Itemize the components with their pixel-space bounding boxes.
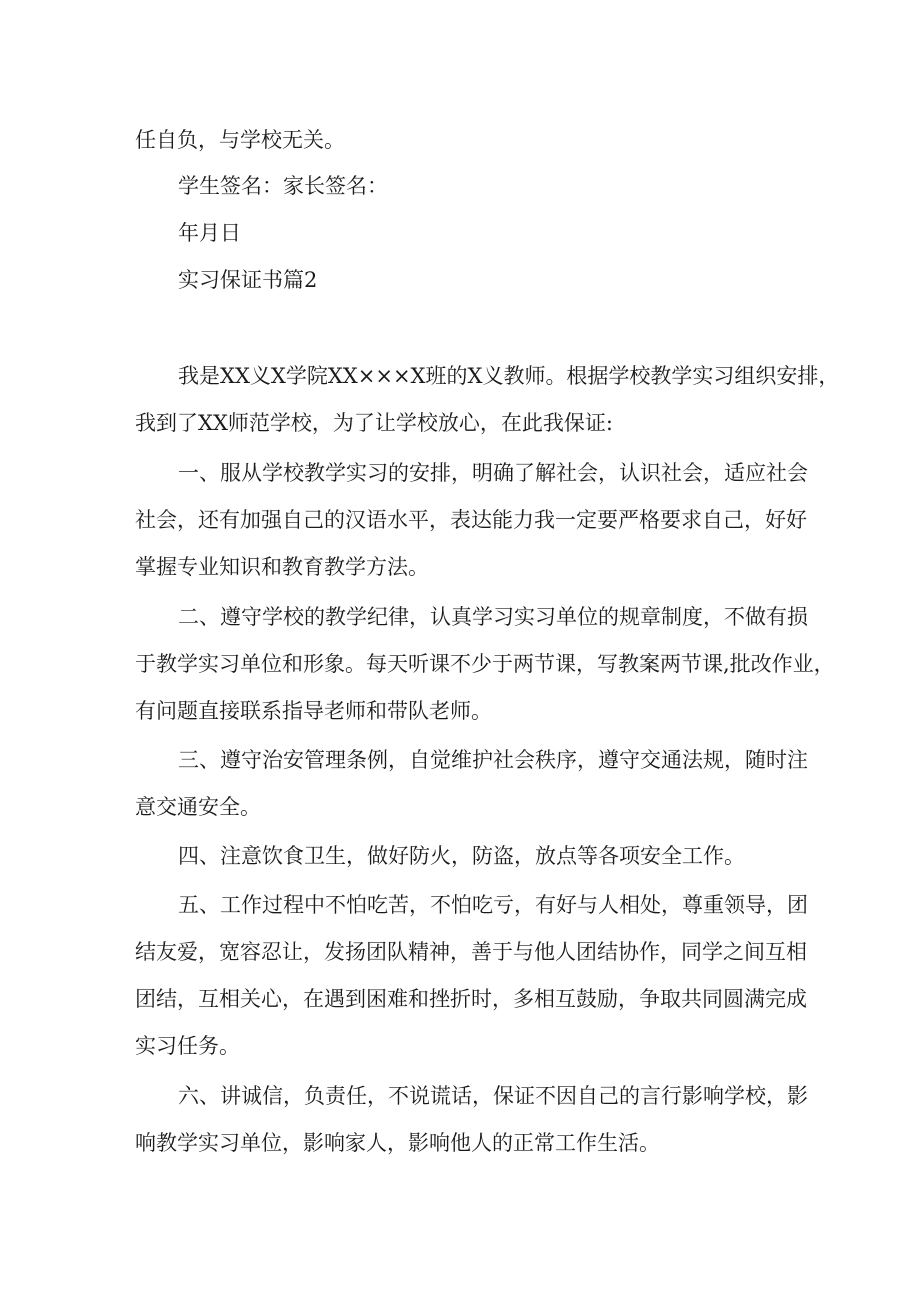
intro-line-1: 我是XX义X学院XX×××X班的X义教师。根据学校教学实习组织安排，: [178, 364, 840, 388]
item-5-line-3: 团结，互相关心，在遇到困难和挫折时，多相互鼓励，争取共同圆满完成: [135, 987, 807, 1011]
signature-line: 学生签名：家长签名：: [178, 174, 388, 198]
item-2-line-3: 有问题直接联系指导老师和带队老师。: [135, 699, 492, 723]
item-6-line-1: 六、讲诚信，负责任，不说谎话，保证不因自己的言行影响学校，影: [178, 1084, 808, 1108]
item-4-line-1: 四、注意饮食卫生，做好防火，防盗，放点等各项安全工作。: [178, 844, 745, 868]
item-1-line-2: 社会，还有加强自己的汉语水平，表达能力我一定要严格要求自己，好好: [135, 508, 807, 532]
item-2-line-2: 于教学实习单位和形象。每天听课不少于两节课，写教案两节课,批改作业，: [135, 652, 835, 676]
intro-line-2: 我到了XX师范学校，为了让学校放心，在此我保证:: [135, 411, 613, 435]
item-6-line-2: 响教学实习单位，影响家人，影响他人的正常工作生活。: [135, 1131, 660, 1155]
item-5-line-1: 五、工作过程中不怕吃苦，不怕吃亏，有好与人相处，尊重领导，团: [178, 893, 808, 917]
item-5-line-4: 实习任务。: [135, 1034, 240, 1058]
item-3-line-2: 意交通安全。: [135, 795, 261, 819]
section-title: 实习保证书篇2: [178, 268, 318, 292]
item-1-line-3: 掌握专业知识和教育教学方法。: [135, 555, 429, 579]
item-1-line-1: 一、服从学校教学实习的安排，明确了解社会，认识社会，适应社会: [178, 461, 808, 485]
item-5-line-2: 结友爱，宽容忍让，发扬团队精神，善于与他人团结协作，同学之间互相: [135, 940, 807, 964]
closing-line: 任自负，与学校无关。: [135, 128, 345, 152]
date-line: 年月日: [178, 221, 241, 245]
item-2-line-1: 二、遵守学校的教学纪律，认真学习实习单位的规章制度，不做有损: [178, 605, 808, 629]
item-3-line-1: 三、遵守治安管理条例，自觉维护社会秩序，遵守交通法规，随时注: [178, 748, 808, 772]
